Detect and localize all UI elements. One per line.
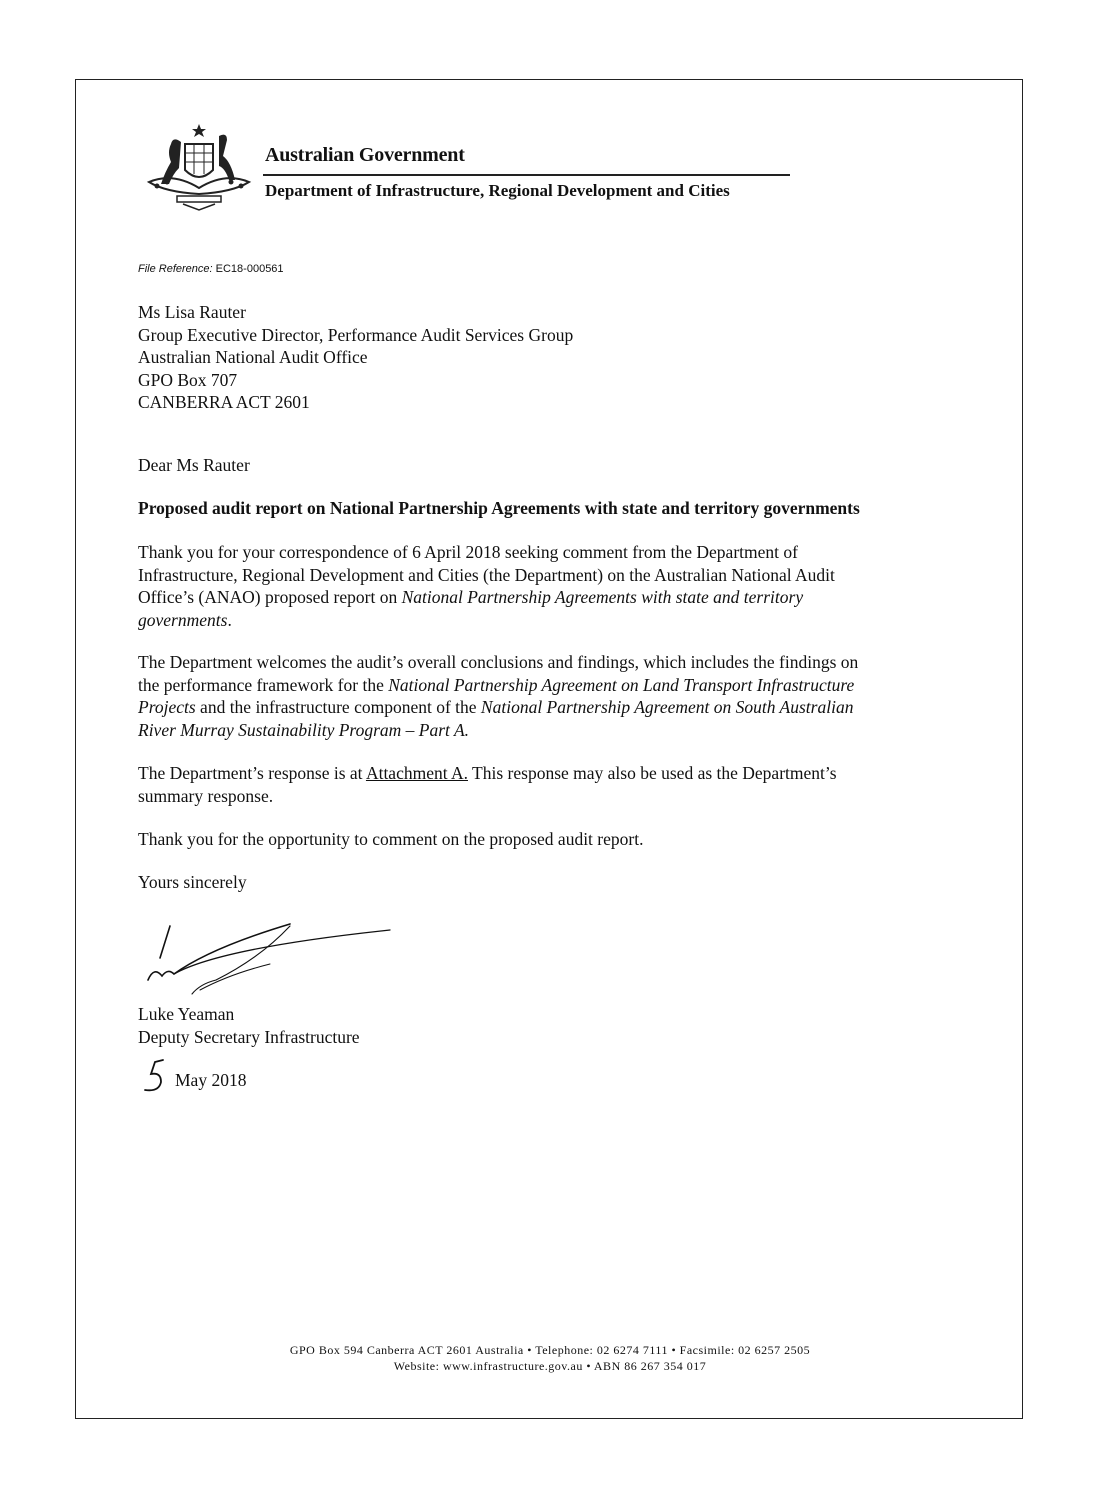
recipient-name: Ms Lisa Rauter xyxy=(138,302,246,322)
paragraph-line: Projects and the infrastructure component of the National Partnership Agreement on South Australian xyxy=(138,697,854,717)
coat-of-arms-icon xyxy=(143,122,255,212)
paragraph-1 xyxy=(138,541,938,631)
paragraph-line: governments. xyxy=(138,609,232,630)
paragraph-line: The Department welcomes the audit’s overall conclusions and findings, which includes the findings on xyxy=(138,652,859,672)
paragraph-line: the performance framework for the National Partnership Agreement on Land Transport Infrastructure xyxy=(138,674,855,695)
department-name: Department of Infrastructure, Regional Development and Cities xyxy=(265,181,730,200)
government-name: Australian Government xyxy=(265,144,465,166)
paragraph-line: Thank you for your correspondence of 6 April 2018 seeking comment from the Department of xyxy=(138,542,798,562)
recipient-city: CANBERRA ACT 2601 xyxy=(138,392,310,412)
signer-position: Deputy Secretary Infrastructure xyxy=(138,1026,360,1047)
attachment-link[interactable]: Attachment A. xyxy=(365,763,468,783)
header-divider xyxy=(263,174,790,176)
paragraph-line: Office’s (ANAO) proposed report on National Partnership Agreements with state and territory xyxy=(138,587,804,607)
subject-line: Proposed audit report on National Partnership Agreements with state and territory governments xyxy=(138,498,860,518)
paragraph-line: summary response. xyxy=(138,785,274,806)
paragraph-line: Infrastructure, Regional Development and Cities (the Department) on the Australian National Audit xyxy=(138,564,835,585)
recipient-po-box: GPO Box 707 xyxy=(138,369,238,390)
page-border xyxy=(75,79,1023,1419)
file-reference-value: EC18-000561 xyxy=(215,263,284,275)
letter-date: May 2018 xyxy=(175,1070,247,1090)
paragraph-2 xyxy=(138,651,938,741)
footer-website: Website: www.infrastructure.gov.au • ABN 86 267 354 017 xyxy=(393,1359,707,1373)
paragraph-3 xyxy=(138,762,938,807)
signer-name: Luke Yeaman xyxy=(138,1004,235,1024)
signer-block xyxy=(138,1003,360,1048)
paragraph-line: River Murray Sustainability Program – Part A. xyxy=(138,719,470,740)
salutation: Dear Ms Rauter xyxy=(138,455,250,475)
paragraph-line: Thank you for the opportunity to comment on the proposed audit report. xyxy=(138,829,644,849)
recipient-title: Group Executive Director, Performance Audit Services Group xyxy=(138,324,574,345)
file-reference xyxy=(138,263,284,275)
paragraph-4 xyxy=(138,828,938,851)
recipient-address xyxy=(138,301,573,414)
handwritten-day-icon xyxy=(141,1056,169,1096)
recipient-organisation: Australian National Audit Office xyxy=(138,347,368,367)
footer-address: GPO Box 594 Canberra ACT 2601 Australia • Telephone: 02 6274 7111 • Facsimile: 02 6257 2505 xyxy=(289,1343,811,1357)
file-reference-label: File Reference: xyxy=(138,263,213,275)
closing: Yours sincerely xyxy=(138,872,247,892)
paragraph-line: The Department’s response is at Attachment A. This response may also be used as the Department’s xyxy=(138,763,837,783)
signature-image xyxy=(140,918,395,1000)
